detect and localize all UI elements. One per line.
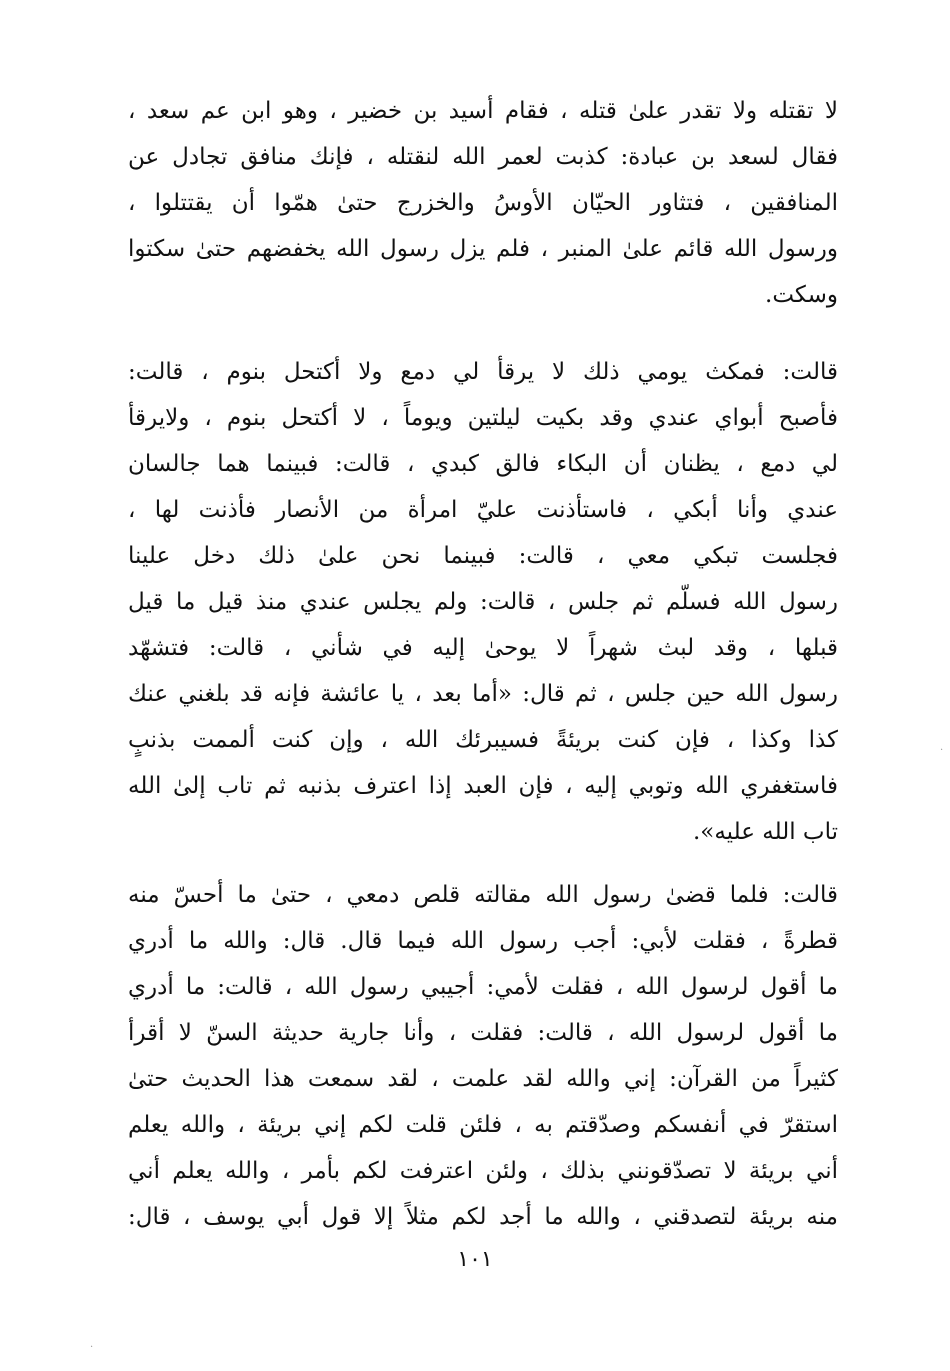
text-line: قالت: فمكث يومي ذلك لا يرقأ لي دمع ولا أكتحل بنوم ، قالت:	[128, 359, 838, 385]
text-line: لا تقتله ولا تقدر علىٰ قتله ، فقام أسيد بن خضير ، وهو ابن عم سعد ،	[128, 98, 838, 124]
text-line: رسول الله حين جلس ، ثم قال: «أما بعد ، يا عائشة فإنه قد بلغني عنك	[128, 681, 838, 707]
text-line: ورسول الله قائم علىٰ المنبر ، فلم يزل رسول الله يخفضهم حتىٰ سكتوا	[128, 236, 838, 262]
paragraph-3	[128, 872, 838, 1240]
text-line: أني بريئة لا تصدّقونني بذلك ، ولئن اعترفت لكم بأمر ، والله يعلم أني	[128, 1158, 838, 1184]
paragraph-1	[128, 88, 838, 318]
margin-mark: .	[940, 742, 944, 753]
text-line: قطرةً ، فقلت لأبي: أجب رسول الله فيما قال. قال: والله ما أدري	[128, 928, 838, 954]
text-line: قالت: فلما قضىٰ رسول الله مقالته قلص دمعي ، حتىٰ ما أحسّ منه	[128, 882, 838, 908]
text-line: عندي وأنا أبكي ، فاستأذنت عليّ امرأة من الأنصار فأذنت لها ،	[128, 497, 838, 523]
text-line: لي دمع ، يظنان أن البكاء فالق كبدي ، قالت: فبينما هما جالسان	[128, 451, 838, 477]
page-number: ١٠١	[457, 1247, 493, 1272]
paragraph-2	[128, 349, 838, 855]
margin-mark: .	[90, 1339, 94, 1350]
text-line: استقرّ في أنفسكم وصدّقتم به ، فلئن قلت لكم إني بريئة ، والله يعلم	[128, 1112, 838, 1138]
text-line: كثيراً من القرآن: إني والله لقد علمت ، لقد سمعت هذا الحديث حتىٰ	[128, 1066, 838, 1092]
text-line: رسول الله فسلّم ثم جلس ، قالت: ولم يجلس عندي منذ قيل ما قيل	[128, 589, 838, 615]
text-line: ما أقول لرسول الله ، فقلت لأمي: أجيبي رسول الله ، قالت: ما أدري	[128, 974, 838, 1000]
text-line: قبلها ، وقد لبث شهراً لا يوحىٰ إليه في شأني ، قالت: فتشهّد	[128, 635, 838, 661]
text-line: وسكت.	[765, 282, 838, 308]
text-line: فاستغفري الله وتوبي إليه ، فإن العبد إذا اعترف بذنبه ثم تاب إلىٰ الله	[128, 773, 838, 799]
text-line: تاب الله عليه».	[692, 819, 838, 845]
text-line: فقال لسعد بن عبادة: كذبت لعمر الله لنقتله ، فإنك منافق تجادل عن	[128, 144, 838, 170]
text-line: فجلست تبكي معي ، قالت: فبينما نحن علىٰ ذلك دخل علينا	[128, 543, 838, 569]
text-line: فأصبح أبواي عندي وقد بكيت ليلتين ويوماً ، لا أكتحل بنوم ، ولايرقأ	[128, 405, 838, 431]
text-line: ما أقول لرسول الله ، قالت: فقلت ، وأنا جارية حديثة السنّ لا أقرأ	[128, 1020, 838, 1046]
text-line: كذا وكذا ، فإن كنت بريئةً فسيبرئك الله ، وإن كنت ألممت بذنبٍ	[128, 727, 838, 753]
text-line: المنافقين ، فتثاور الحيّان الأوسُ والخزرج حتىٰ همّوا أن يقتتلوا ،	[128, 190, 838, 216]
text-line: منه بريئة لتصدقني ، والله ما أجد لكم مثلاً إلا قول أبي يوسف ، قال:	[128, 1204, 838, 1230]
